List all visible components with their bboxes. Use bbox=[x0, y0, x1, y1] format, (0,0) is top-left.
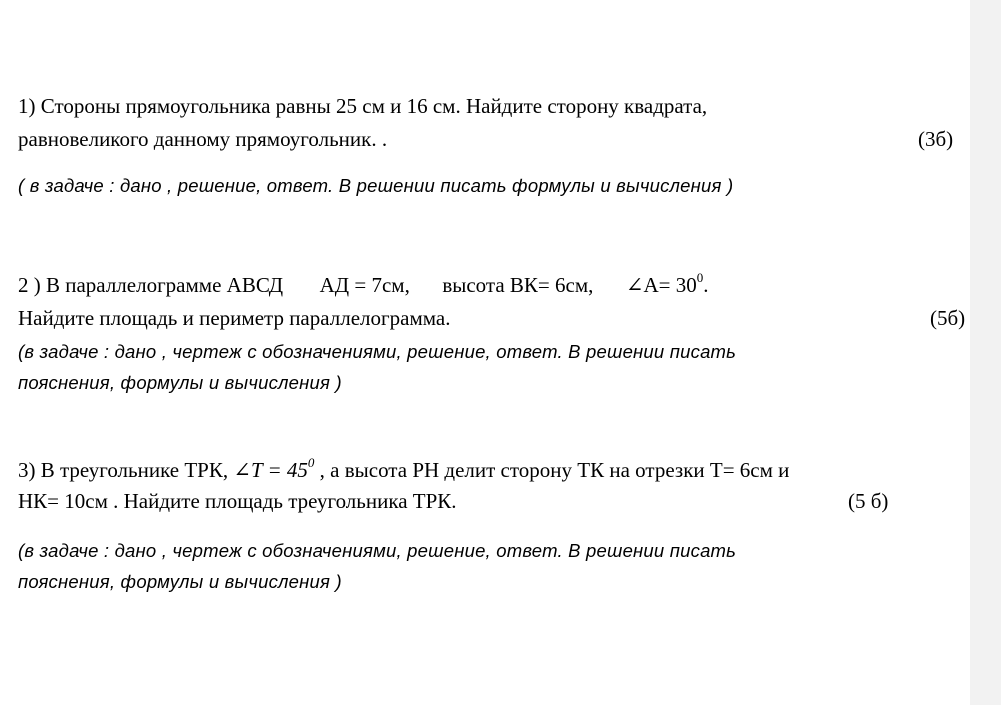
problem-3-line-1 bbox=[18, 457, 789, 483]
problem-2-line-1 bbox=[18, 272, 708, 298]
problem-3-note-line-2: пояснения, формулы и вычисления ) bbox=[18, 571, 342, 592]
problem-2-points: (5б) bbox=[930, 306, 966, 330]
problem-1-line-2: равновеликого данному прямоугольник. . bbox=[18, 127, 388, 151]
problem-3-title: 3) В треугольнике ТРК, bbox=[18, 458, 229, 482]
problem-3-condition: , а высота РН делит сторону ТК на отрезки Т= 6см и bbox=[319, 458, 790, 482]
problem-3-line-2: НК= 10см . Найдите площадь треугольника ТРК. bbox=[18, 489, 457, 513]
problem-2-note-line-1: (в задаче : дано , чертеж с обозначениями, решение, ответ. В решении писать bbox=[18, 341, 737, 362]
problem-1-points: (3б) bbox=[918, 127, 954, 151]
problem-2-side-ad: АД = 7см, bbox=[319, 273, 410, 297]
problem-2-height-bk: высота ВК= 6см, bbox=[442, 273, 594, 297]
problem-1-note: ( в задаче : дано , решение, ответ. В решении писать формулы и вычисления ) bbox=[18, 175, 734, 196]
problem-1-line-1: 1) Стороны прямоугольника равны 25 см и 16 см. Найдите сторону квадрата, bbox=[18, 94, 708, 118]
problem-3-points: (5 б) bbox=[848, 489, 889, 513]
problem-2-note-line-2: пояснения, формулы и вычисления ) bbox=[18, 372, 342, 393]
right-margin-strip bbox=[970, 0, 1001, 705]
problem-2-angle: ∠А= $30^0$. bbox=[625, 270, 709, 297]
problem-2-line-2: Найдите площадь и периметр параллелограмма. bbox=[18, 306, 451, 330]
problem-2-title: 2 ) В параллелограмме АВСД bbox=[18, 273, 284, 297]
problem-3-note-line-1: (в задаче : дано , чертеж с обозначениями, решение, ответ. В решении писать bbox=[18, 540, 737, 561]
problem-3-angle: ∠T = $45^0$ bbox=[233, 455, 315, 482]
